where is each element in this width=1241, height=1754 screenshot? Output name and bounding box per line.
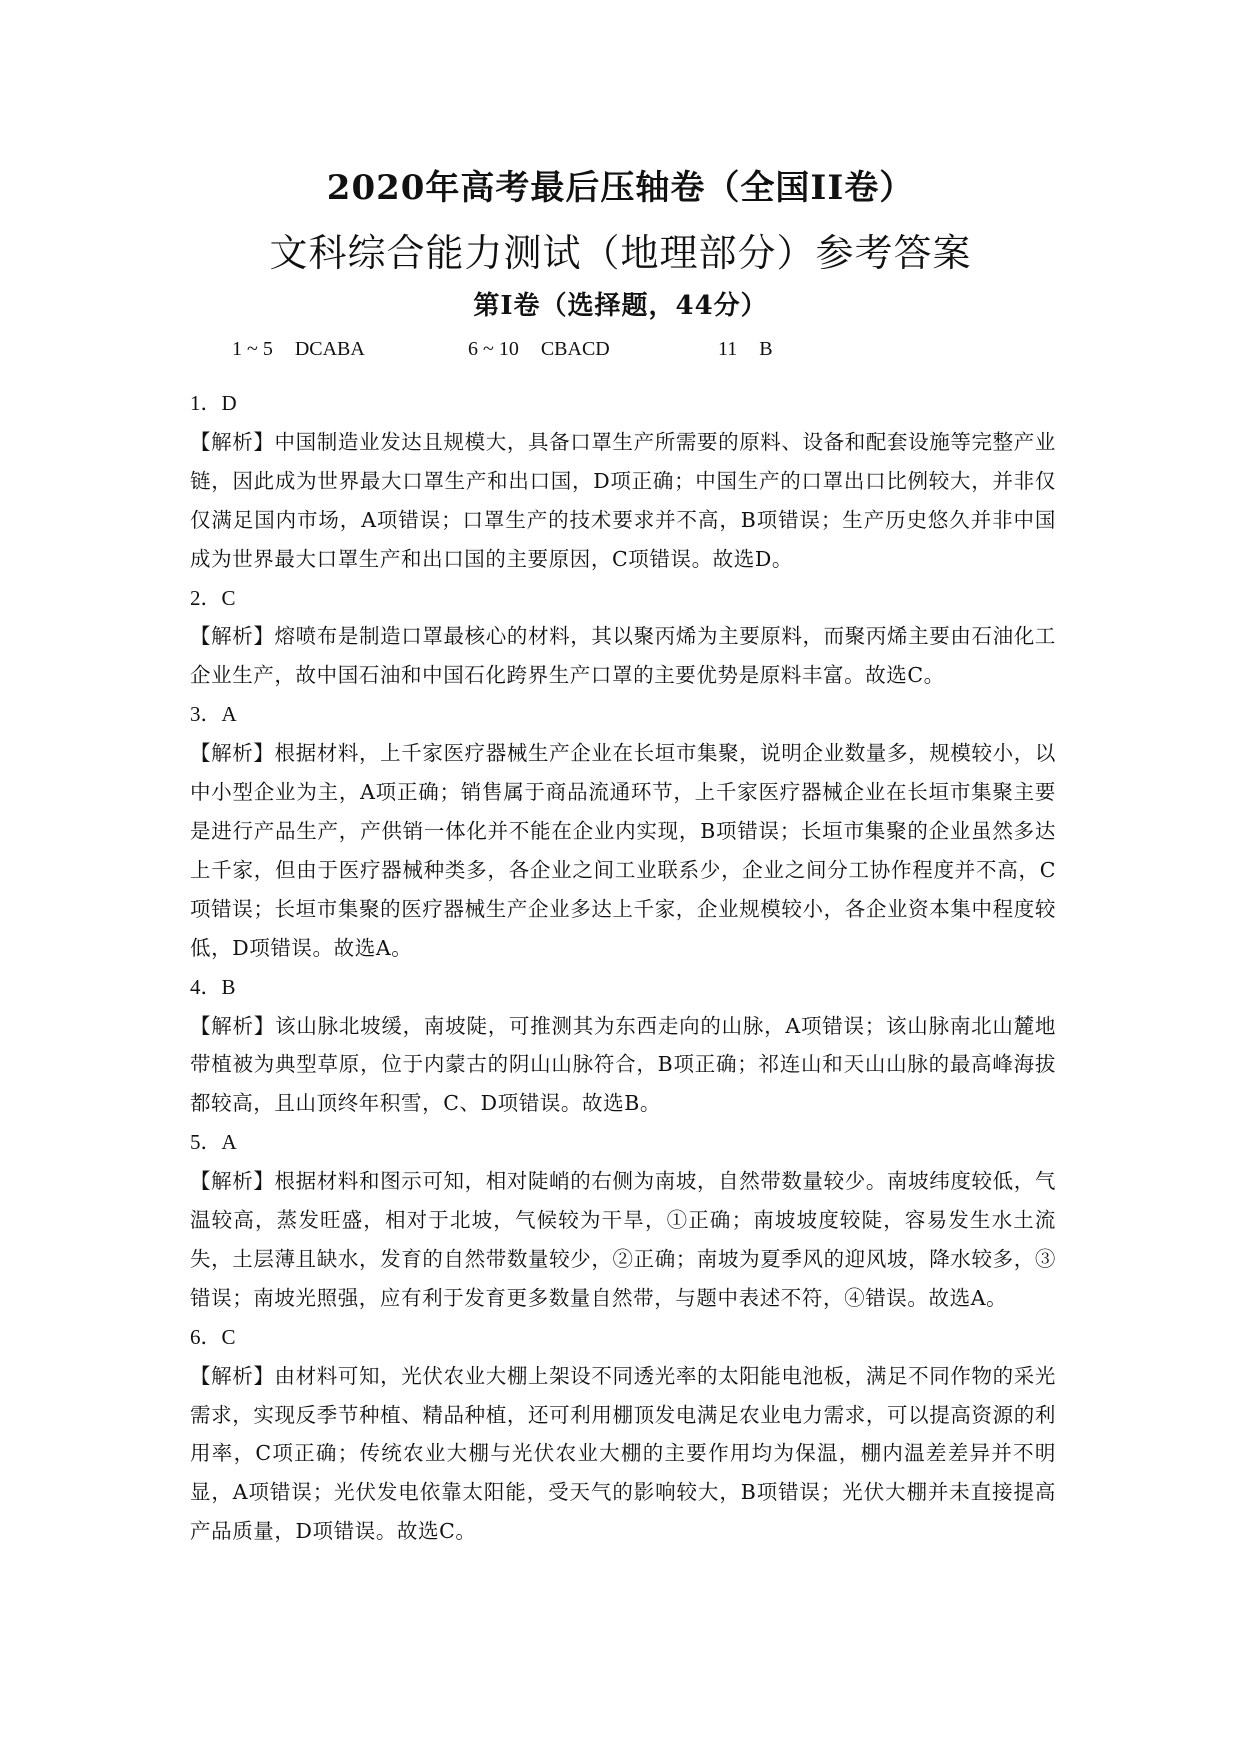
item-number: 4．B — [190, 974, 236, 999]
analysis-text: 中国制造业发达且规模大，具备口罩生产所需要的原料、设备和配套设施等完整产业链，因此成为世界最大口罩生产和出口国，D项正确；中国生产的口罩出口比例较大，并非仅仅满足国内市场，A项错误；口罩生产的技术要求并不高，B项错误；生产历史悠久并非中国成为世界最大口罩生产和出口国的主要原因，C项错误。故选D。 — [190, 429, 1056, 571]
item-number: 6．C — [190, 1324, 236, 1349]
item-analysis — [190, 617, 1056, 695]
analysis-text: 熔喷布是制造口罩最核心的材料，其以聚丙烯为主要原料，而聚丙烯主要由石油化工企业生产，故中国石油和中国石化跨界生产口罩的主要优势是原料丰富。故选C。 — [190, 624, 1056, 688]
answer-item — [190, 384, 1056, 579]
exam-subtitle: 文科综合能力测试（地理部分）参考答案 — [269, 231, 972, 275]
item-number: 1．D — [190, 391, 237, 415]
analysis-tag: 【解析】 — [190, 1013, 276, 1038]
analysis-text: 该山脉北坡缓，南坡陡，可推测其为东西走向的山脉，A项错误；该山脉南北山麓地带植被为典型草原，位于内蒙古的阴山山脉符合，B项正确；祁连山和天山山脉的最高峰海拔都较高，且山顶终年积雪，C、D项错误。故选B。 — [190, 1013, 1056, 1116]
item-analysis — [190, 1162, 1056, 1318]
analysis-tag: 【解析】 — [190, 624, 275, 649]
answer-range: 11 — [718, 338, 738, 360]
answer-range: 6 ~ 10 — [468, 338, 519, 360]
item-number: 3．A — [190, 702, 237, 727]
answer-letters: DCABA — [294, 338, 365, 360]
answer-item — [190, 695, 1056, 967]
analysis-tag: 【解析】 — [190, 741, 275, 766]
exam-title: 2020年高考最后压轴卷（全国II卷） — [326, 168, 915, 208]
answer-item — [190, 579, 1056, 696]
answer-item — [190, 1123, 1056, 1318]
answer-key-group — [468, 338, 610, 361]
analysis-text: 由材料可知，光伏农业大棚上架设不同透光率的太阳能电池板，满足不同作物的采光需求，实现反季节种植、精品种植，还可利用棚顶发电满足农业电力需求，可以提高资源的利用率，C项正确；传统农业大棚与光伏农业大棚的主要作用均为保温，棚内温差差异并不明显，A项错误；光伏发电依靠太阳能，受天气的影响较大，B项错误；光伏大棚并未直接提高产品质量，D项错误。故选C。 — [190, 1363, 1056, 1544]
answers-body — [190, 384, 1056, 1551]
item-analysis — [190, 734, 1056, 967]
answer-letters: B — [759, 338, 773, 360]
answer-range: 1 ~ 5 — [232, 338, 273, 360]
answer-letters: CBACD — [540, 338, 610, 360]
answer-item — [190, 968, 1056, 1124]
analysis-text: 根据材料和图示可知，相对陡峭的右侧为南坡，自然带数量较少。南坡纬度较低，气温较高，蒸发旺盛，相对于北坡，气候较为干旱，①正确；南坡坡度较陡，容易发生水土流失，土层薄且缺水，发育的自然带数量较少，②正确；南坡为夏季风的迎风坡，降水较多，③错误；南坡光照强，应有利于发育更多数量自然带，与题中表述不符，④错误。故选A。 — [190, 1169, 1056, 1310]
item-analysis — [190, 423, 1056, 579]
item-number: 5．A — [190, 1130, 237, 1155]
answer-key-group — [232, 338, 365, 361]
analysis-tag: 【解析】 — [190, 1169, 275, 1194]
answer-item — [190, 1318, 1056, 1551]
item-analysis — [190, 1007, 1056, 1124]
analysis-text: 根据材料，上千家医疗器械生产企业在长垣市集聚，说明企业数量多，规模较小，以中小型企业为主，A项正确；销售属于商品流通环节，上千家医疗器械企业在长垣市集聚主要是进行产品生产，产供销一体化并不能在企业内实现，B项错误；长垣市集聚的企业虽然多达上千家，但由于医疗器械种类多，各企业之间工业联系少，企业之间分工协作程度并不高，C项错误；长垣市集聚的医疗器械生产企业多达上千家，企业规模较小，各企业资本集中程度较低，D项错误。故选A。 — [190, 741, 1056, 960]
analysis-tag: 【解析】 — [190, 1363, 275, 1388]
section-heading: 第I卷（选择题，44分） — [473, 291, 768, 321]
item-analysis — [190, 1357, 1056, 1552]
analysis-tag: 【解析】 — [190, 429, 275, 454]
item-number: 2．C — [190, 585, 236, 610]
answer-key-group — [718, 338, 773, 361]
